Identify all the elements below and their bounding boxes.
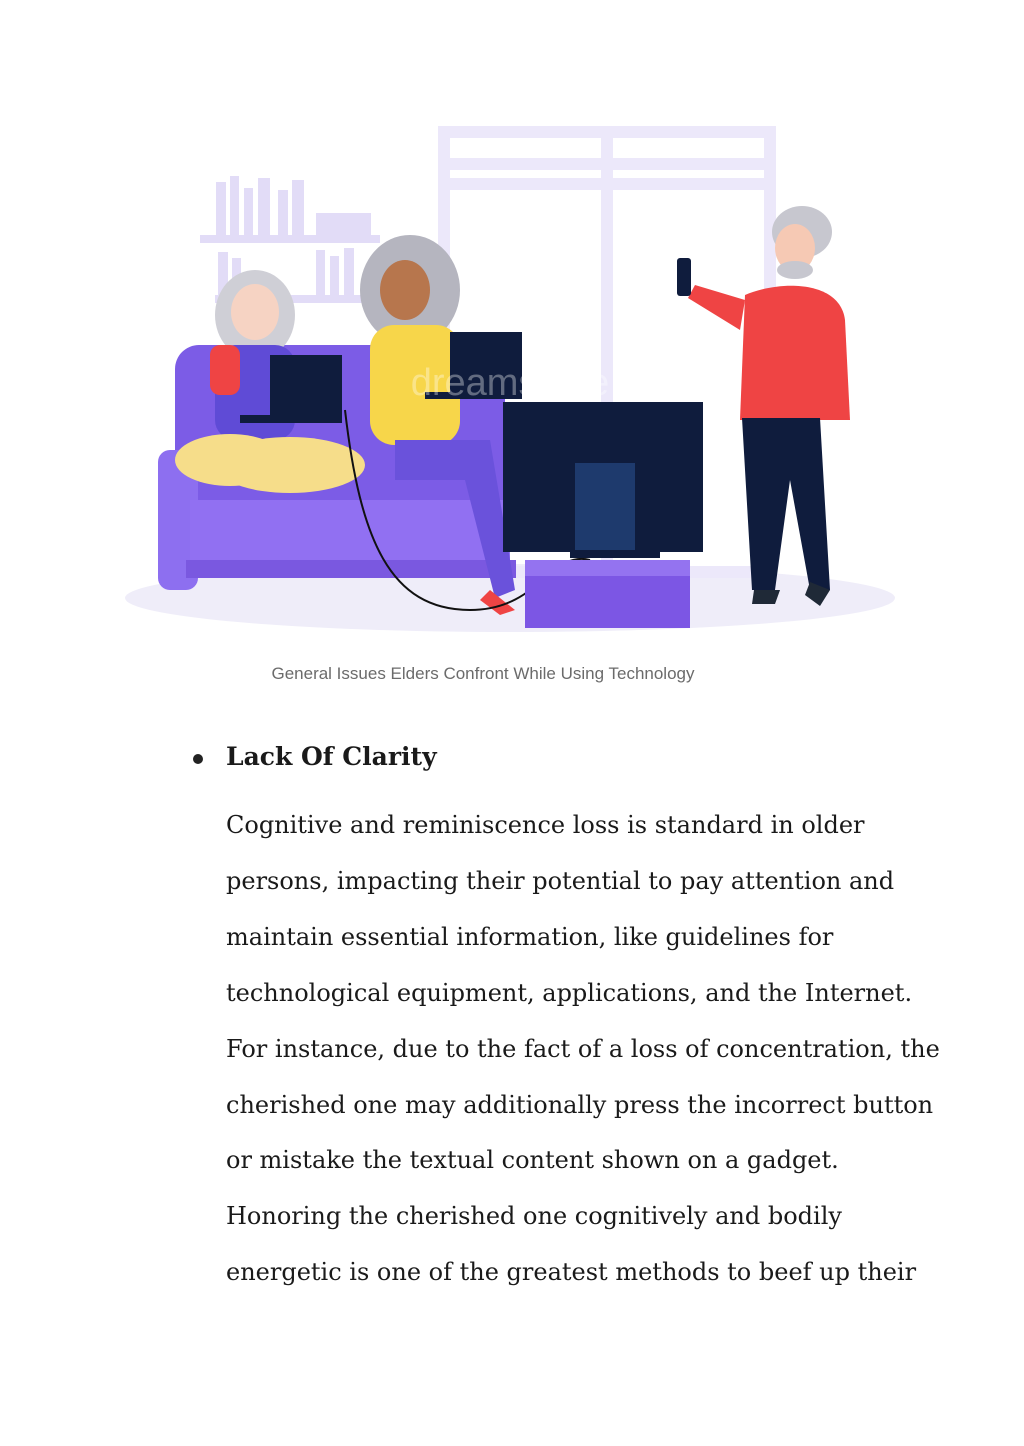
section-heading: Lack Of Clarity: [226, 742, 437, 771]
body-line: Cognitive and reminiscence loss is standard in older: [226, 811, 865, 839]
bullet-marker: [193, 752, 207, 766]
section-body: [226, 798, 940, 1301]
body-line: For instance, due to the fact of a loss of concentration, the: [226, 1034, 940, 1063]
body-line: technological equipment, applications, and the Internet.: [226, 978, 913, 1007]
body-line: maintain essential information, like guidelines for: [226, 922, 834, 951]
body-line: persons, impacting their potential to pay attention and: [226, 866, 895, 895]
watermark-text: dreamstime: [410, 362, 610, 404]
body-line: Honoring the cherished one cognitively and bodily: [226, 1202, 842, 1231]
body-line: cherished one may additionally press the incorrect button: [226, 1090, 934, 1119]
tv-monitor: [503, 402, 703, 628]
body-line: energetic is one of the greatest methods to beef up their: [226, 1258, 917, 1287]
body-line: or mistake the textual content shown on a gadget.: [226, 1146, 839, 1175]
figure-caption: General Issues Elders Confront While Using Technology: [271, 664, 695, 683]
elders-technology-illustration: [120, 120, 900, 640]
